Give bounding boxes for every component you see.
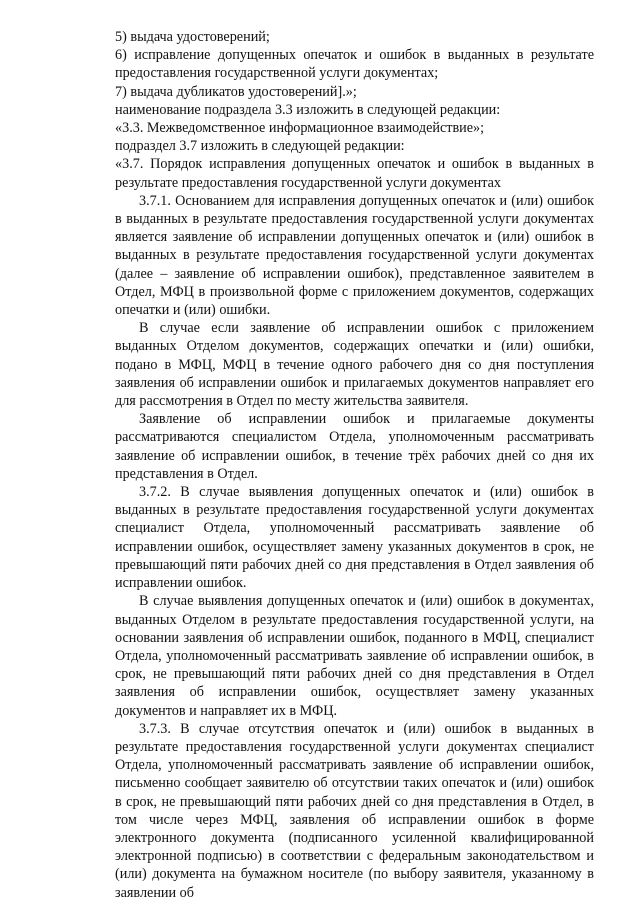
paragraph-13: 3.7.3. В случае отсутствия опечаток и (или) ошибок в выданных в результате предоставления государственной услуги документах специалист Отдела, уполномоченный рассматривать заявление об исправлении ошибок, письменно сообщает заявителю об отсутствии таких опечаток и (или) ошибок в срок, не превышающий пяти рабочих дней со дня представления в Отдел, в том числе через МФЦ, заявления об исправлении ошибок в форме электронного документа (подписанного усиленной квалифицированной электронной подписью) в соответствии с федеральным законодательством и (или) документа на бумажном носителе (по выбору заявителя, указанному в заявлении об bbox=[115, 720, 594, 901]
paragraph-9: В случае если заявление об исправлении ошибок с приложением выданных Отделом документов, содержащих опечатки и (или) ошибки, подано в МФЦ, МФЦ в течение одного рабочего дня со дня поступления заявления об исправлении ошибок и прилагаемых документов направляет его для рассмотрения в Отдел по месту жительства заявителя. bbox=[115, 320, 594, 410]
paragraph-10: Заявление об исправлении ошибок и прилагаемые документы рассматриваются специалистом Отдела, уполномоченным рассматривать заявление об исправлении ошибок, в течение трёх рабочих дней со дня их представления в Отдел. bbox=[115, 411, 594, 482]
document-body bbox=[115, 28, 594, 902]
paragraph-1: 5) выдача удостоверений; bbox=[115, 29, 270, 45]
paragraph-11: 3.7.2. В случае выявления допущенных опечаток и (или) ошибок в выданных в результате предоставления государственной услуги документах специалист Отдела, уполномоченный рассматривать заявление об исправлении ошибок, осуществляет замену указанных документов в срок, не превышающий пяти рабочих дней со дня представления в Отдел заявления об исправлении ошибок. bbox=[115, 484, 594, 592]
paragraph-2: 6) исправление допущенных опечаток и ошибок в выданных в результате предоставления государственной услуги документах; bbox=[115, 47, 594, 82]
paragraph-3: 7) выдача дубликатов удостоверений].»; bbox=[115, 83, 357, 100]
paragraph-4: наименование подраздела 3.3 изложить в следующей редакции: bbox=[115, 101, 501, 118]
paragraph-8: 3.7.1. Основанием для исправления допущенных опечаток и (или) ошибок в выданных в результате предоставления государственной услуги документах является заявление об исправлении допущенных опечаток и (или) ошибок в выданных в результате предоставления государственной услуги документах (далее – заявление об исправлении ошибок), представленное заявителем в Отдел, МФЦ в произвольной форме с приложением документов, содержащих опечатки и (или) ошибки. bbox=[115, 192, 594, 319]
paragraph-7: «3.7. Порядок исправления допущенных опечаток и ошибок в выданных в результате предоставления государственной услуги документах bbox=[115, 156, 594, 191]
paragraph-5: «3.3. Межведомственное информационное взаимодействие»; bbox=[115, 120, 485, 137]
paragraph-12: В случае выявления допущенных опечаток и (или) ошибок в документах, выданных Отделом в результате предоставления государственной услуги, на основании заявления об исправлении ошибок, поданного в МФЦ, специалист Отдела, уполномоченный рассматривать заявление об исправлении ошибок, в срок, не превышающий пяти рабочих дней со дня представления в Отдел заявления об исправлении ошибок, осуществляет замену указанных документов и направляет их в МФЦ. bbox=[115, 593, 594, 719]
paragraph-6: подраздел 3.7 изложить в следующей редакции: bbox=[115, 138, 405, 155]
